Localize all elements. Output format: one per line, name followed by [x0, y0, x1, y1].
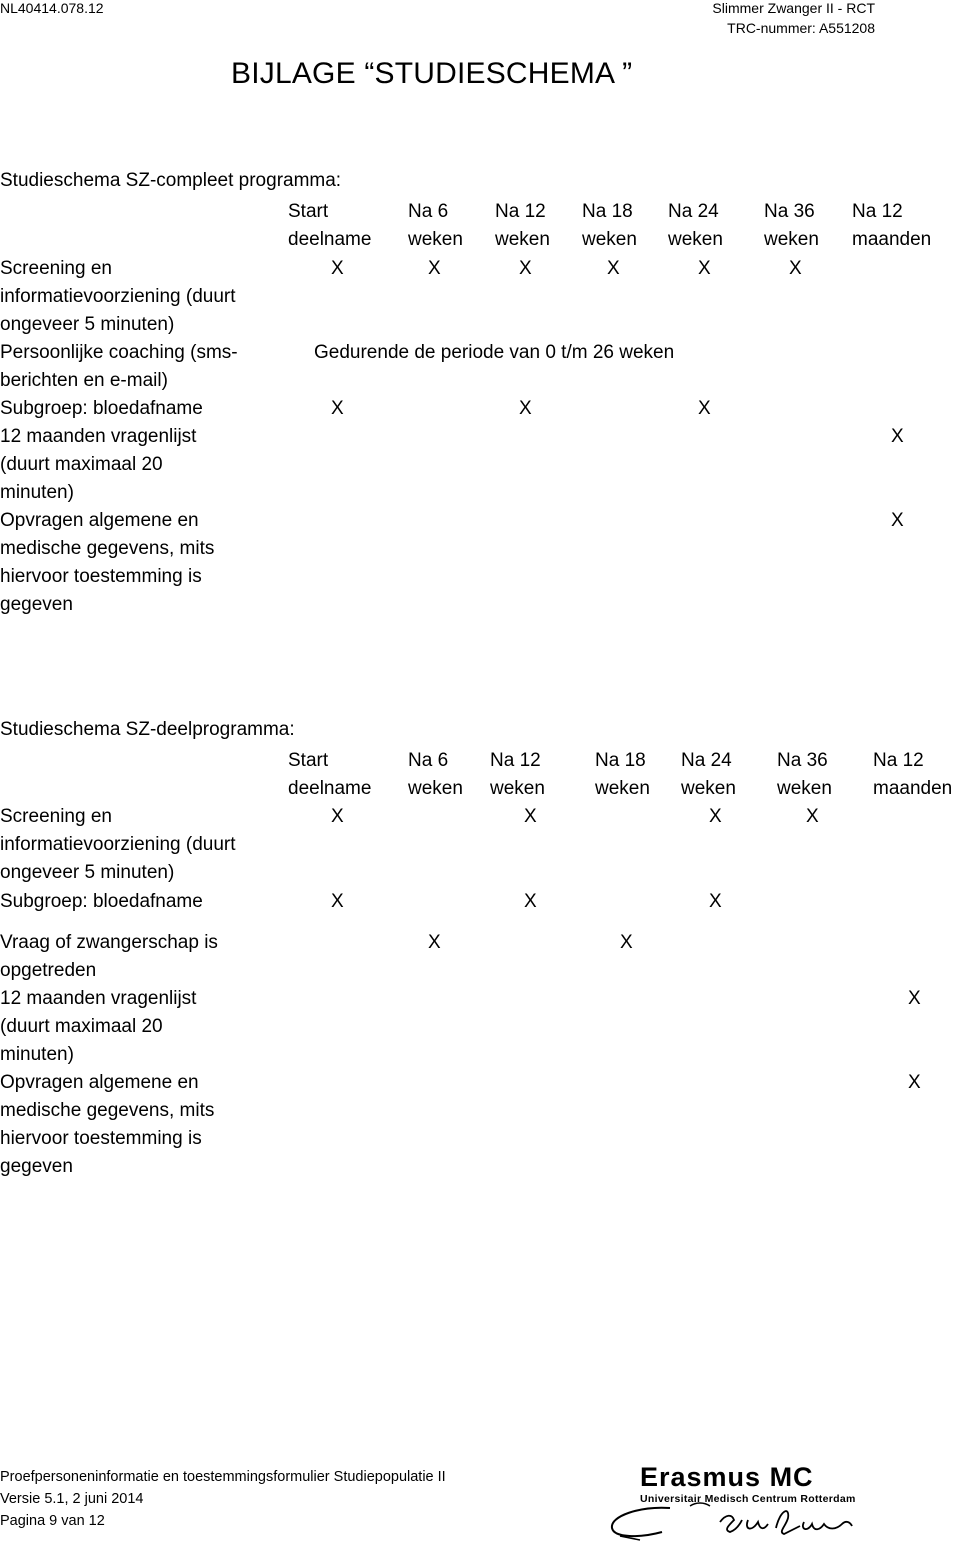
- schema2-row-4-label: Opvragen algemene en: [0, 1072, 199, 1093]
- schema1-row-1-label: Persoonlijke coaching (sms-: [0, 342, 238, 363]
- schema2-row-3-mark-6: X: [908, 988, 921, 1009]
- schema2-col-1-line1: Na 6: [408, 750, 449, 771]
- schema2-row-3-label: 12 maanden vragenlijst: [0, 988, 197, 1009]
- schema1-col-2-line1: Na 12: [495, 201, 546, 222]
- schema2-row-1-mark-0: X: [331, 891, 344, 912]
- schema1-col-1-line2: weken: [408, 229, 463, 250]
- schema1-row-2-mark-0: X: [331, 398, 344, 419]
- schema1-row-3-label: minuten): [0, 482, 74, 503]
- schema2-col-5-line2: weken: [777, 778, 832, 799]
- schema1-row-2-mark-4: X: [698, 398, 711, 419]
- schema1-col-0-line2: deelname: [288, 229, 372, 250]
- schema1-row-0-label: Screening en: [0, 258, 112, 279]
- footer-version: Versie 5.1, 2 juni 2014: [0, 1491, 144, 1507]
- erasmus-mc-logo-subtitle: Universitair Medisch Centrum Rotterdam: [640, 1493, 856, 1505]
- schema1-col-5-line2: weken: [764, 229, 819, 250]
- schema2-row-4-mark-6: X: [908, 1072, 921, 1093]
- schema1-row-4-label: medische gegevens, mits: [0, 538, 215, 559]
- schema2-row-3-label: minuten): [0, 1044, 74, 1065]
- schema1-row-2-label: Subgroep: bloedafname: [0, 398, 203, 419]
- schema2-col-6-line1: Na 12: [873, 750, 924, 771]
- schema1-col-5-line1: Na 36: [764, 201, 815, 222]
- schema2-col-1-line2: weken: [408, 778, 463, 799]
- schema1-col-2-line2: weken: [495, 229, 550, 250]
- schema1-col-1-line1: Na 6: [408, 201, 449, 222]
- schema1-row-0-mark-2: X: [519, 258, 532, 279]
- schema2-col-3-line1: Na 18: [595, 750, 646, 771]
- schema1-col-0-line1: Start: [288, 201, 329, 222]
- schema1-col-4-line1: Na 24: [668, 201, 719, 222]
- schema2-row-0-mark-5: X: [806, 806, 819, 827]
- schema1-row-3-mark-6: X: [891, 426, 904, 447]
- schema2-col-4-line2: weken: [681, 778, 736, 799]
- schema1-row-3-label: 12 maanden vragenlijst: [0, 426, 197, 447]
- schema1-col-6-line2: maanden: [852, 229, 932, 250]
- schema2-col-5-line1: Na 36: [777, 750, 828, 771]
- schema1-row-4-label: Opvragen algemene en: [0, 510, 199, 531]
- study-name: Slimmer Zwanger II - RCT: [712, 0, 875, 16]
- schema1-col-3-line1: Na 18: [582, 201, 633, 222]
- schema2-row-1-label: Subgroep: bloedafname: [0, 891, 203, 912]
- schema2-col-4-line1: Na 24: [681, 750, 732, 771]
- doc-code: NL40414.078.12: [0, 0, 104, 16]
- schema2-col-0-line2: deelname: [288, 778, 372, 799]
- schema2-row-0-label: informatievoorziening (duurt: [0, 834, 236, 855]
- schema1-row-3-label: (duurt maximaal 20: [0, 454, 163, 475]
- schema2-row-2-mark-1: X: [428, 932, 441, 953]
- footer-page-number: Pagina 9 van 12: [0, 1513, 105, 1529]
- schema2-row-4-label: medische gegevens, mits: [0, 1100, 215, 1121]
- schema2-row-1-mark-4: X: [709, 891, 722, 912]
- schema1-row-0-mark-5: X: [789, 258, 802, 279]
- schema1-row-1-span: Gedurende de periode van 0 t/m 26 weken: [314, 342, 675, 363]
- schema2-row-0-mark-4: X: [709, 806, 722, 827]
- schema2-col-2-line1: Na 12: [490, 750, 541, 771]
- schema1-heading: Studieschema SZ-compleet programma:: [0, 170, 342, 191]
- schema2-col-2-line2: weken: [490, 778, 545, 799]
- schema2-heading: Studieschema SZ-deelprogramma:: [0, 719, 295, 740]
- schema1-row-0-mark-1: X: [428, 258, 441, 279]
- erasmus-signature-icon: [600, 1500, 860, 1542]
- schema2-row-1-mark-2: X: [524, 891, 537, 912]
- schema1-row-0-mark-3: X: [607, 258, 620, 279]
- schema1-col-6-line1: Na 12: [852, 201, 903, 222]
- schema1-row-4-label: gegeven: [0, 594, 73, 615]
- schema2-row-0-mark-0: X: [331, 806, 344, 827]
- trc-number: TRC-nummer: A551208: [727, 20, 875, 36]
- schema2-row-4-label: gegeven: [0, 1156, 73, 1177]
- schema2-row-2-label: opgetreden: [0, 960, 97, 981]
- schema2-row-3-label: (duurt maximaal 20: [0, 1016, 163, 1037]
- schema2-row-4-label: hiervoor toestemming is: [0, 1128, 202, 1149]
- schema1-row-4-mark-6: X: [891, 510, 904, 531]
- schema2-row-2-mark-3: X: [620, 932, 633, 953]
- schema1-row-4-label: hiervoor toestemming is: [0, 566, 202, 587]
- footer-doc-title: Proefpersoneninformatie en toestemmingsformulier Studiepopulatie II: [0, 1469, 446, 1485]
- schema1-row-0-label: informatievoorziening (duurt: [0, 286, 236, 307]
- page-title: BIJLAGE “STUDIESCHEMA ”: [231, 57, 633, 90]
- schema1-col-3-line2: weken: [582, 229, 637, 250]
- schema1-row-1-label: berichten en e-mail): [0, 370, 168, 391]
- schema1-row-0-mark-0: X: [331, 258, 344, 279]
- schema2-col-6-line2: maanden: [873, 778, 953, 799]
- schema2-row-0-label: Screening en: [0, 806, 112, 827]
- schema2-row-0-label: ongeveer 5 minuten): [0, 862, 175, 883]
- schema1-col-4-line2: weken: [668, 229, 723, 250]
- schema1-row-2-mark-2: X: [519, 398, 532, 419]
- schema2-row-2-label: Vraag of zwangerschap is: [0, 932, 218, 953]
- schema1-row-0-mark-4: X: [698, 258, 711, 279]
- erasmus-mc-logo: Erasmus MC: [640, 1462, 814, 1492]
- schema1-row-0-label: ongeveer 5 minuten): [0, 314, 175, 335]
- schema2-col-0-line1: Start: [288, 750, 329, 771]
- schema2-col-3-line2: weken: [595, 778, 650, 799]
- schema2-row-0-mark-2: X: [524, 806, 537, 827]
